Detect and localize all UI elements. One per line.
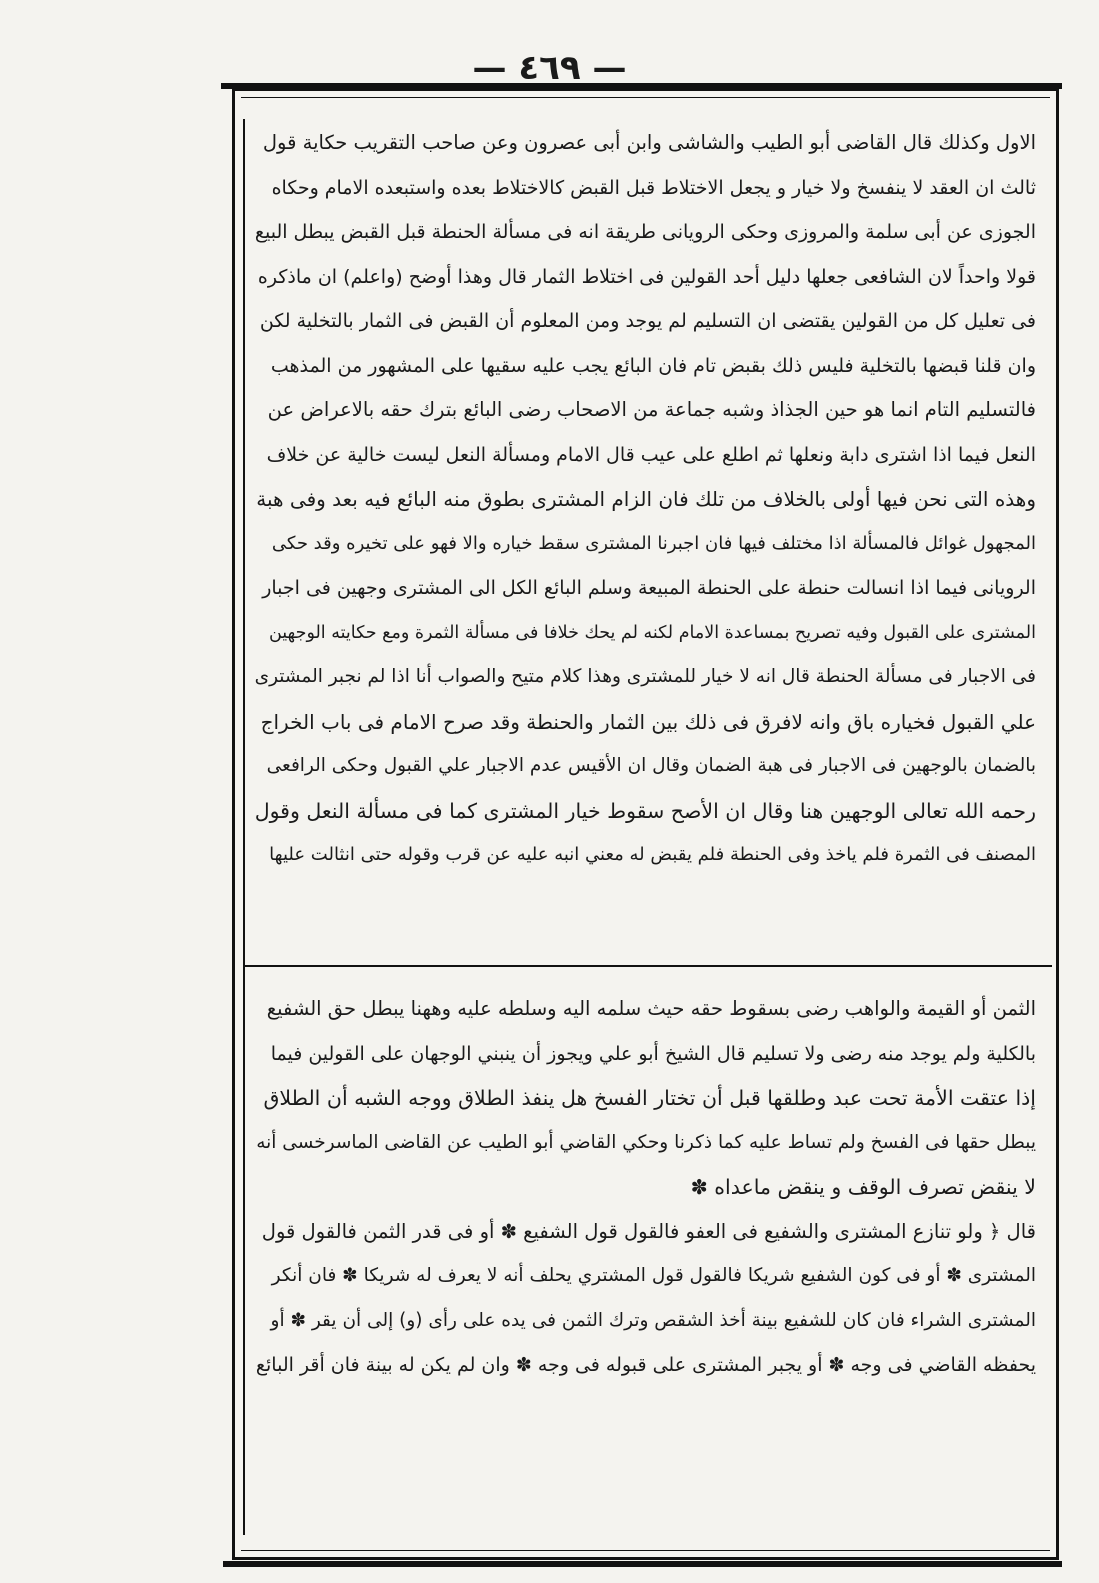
commentary-line: فالتسليم التام انما هو حين الجذاذ وشبه جماعة من الاصحاب رضى البائع بترك حقه بالاعراض عن (267, 398, 1036, 421)
text-frame (232, 88, 1059, 1560)
main-line: المشترى الشراء فان كان للشفيع بينة أخذ الشقص وترك الثمن فى يده على رأى (و) إلى أن يقر ✽ أو (270, 1309, 1036, 1331)
commentary-line: ثالث ان العقد لا ينفسخ ولا خيار و يجعل الاختلاط قبل القبض كالاختلاط بعده واستبعده الامام وحكاه (271, 176, 1036, 199)
commentary-line: قولا واحداً لان الشافعى جعلها دليل أحد القولين فى اختلاط الثمار قال وهذا أوضح (واعلم) ان ماذكره (257, 265, 1036, 288)
commentary-line: فى تعليل كل من القولين يقتضى ان التسليم لم يوجد ومن المعلوم أن القبض فى الثمار بالتخلية لكن (259, 310, 1036, 332)
main-line: يبطل حقها فى الفسخ ولم تساط عليه كما ذكرنا وحكي القاضي أبو الطيب عن القاضى الماسرخسى أنه (256, 1131, 1036, 1153)
commentary-line: الاول وكذلك قال القاضى أبو الطيب والشاشى وابن أبى عصرون وعن صاحب التقريب حكاية قول (262, 131, 1036, 154)
commentary-line: المصنف فى الثمرة فلم ياخذ وفى الحنطة فلم يقبض له معني انبه عليه عن قرب وقوله حتى انثالت عليها (269, 844, 1036, 865)
commentary-line: فى الاجبار فى مسألة الحنطة قال انه لا خيار للمشترى وهذا كلام متيح والصواب أنا اذا لم نجبر المشترى (254, 666, 1036, 687)
section-divider (245, 965, 1052, 967)
commentary-line: الجوزى عن أبى سلمة والمروزى وحكى الرويانى طريقة انه فى مسألة الحنطة قبل القبض يبطل البيع (254, 221, 1036, 243)
commentary-line: الرويانى فيما اذا انسالت حنطة على الحنطة المبيعة وسلم البائع الكل الى المشترى وجهين فى اجبار (262, 577, 1036, 599)
main-line: بالكلية ولم يوجد منه رضى ولا تسليم قال الشيخ أبو علي ويجوز أن ينبني الوجهان على القولين فيما (270, 1042, 1036, 1065)
commentary-line: وان قلنا قبضها بالتخلية فليس ذلك بقبض تام فان البائع يجب عليه سقيها على المشهور من المذهب (270, 354, 1036, 377)
main-text (253, 987, 1036, 1388)
commentary-line: بالضمان بالوجهين فى الاجبار فى هبة الضمان وقال ان الأقيس عدم الاجبار علي القبول وحكى الرافعى (266, 755, 1036, 776)
commentary-line: المجهول غوائل فالمسألة اذا مختلف فيها فان اجبرنا المشترى سقط خياره والا فهو على تخيره وقد حكى (271, 532, 1036, 554)
main-line: المشترى ✽ أو فى كون الشفيع شريكا فالقول قول المشتري يحلف أنه لا يعرف له شريكا ✽ فان أنكر (271, 1265, 1036, 1286)
commentary-line: النعل فيما اذا اشترى دابة ونعلها ثم اطلع على عيب قال الامام ومسألة النعل ليست خالية عن خلاف (266, 443, 1036, 466)
page-number: — ٤٦٩ — (472, 48, 627, 88)
commentary-line: وهذه التى نحن فيها أولى بالخلاف من تلك فان الزام المشترى بطوق منه البائع فيه بعد وفى هبة (256, 487, 1036, 511)
frame-inner-rule-bottom (241, 1550, 1050, 1551)
frame-side-rule (243, 119, 245, 1535)
main-line: إذا عتقت الأمة تحت عبد وطلقها قبل أن تختار الفسخ هل ينفذ الطلاق ووجه الشبه أن الطلاق (263, 1086, 1036, 1110)
main-line: لا ينقض تصرف الوقف و ينقض ماعداه ✽ (690, 1175, 1036, 1199)
main-line: يحفظه القاضي فى وجه ✽ أو يجبر المشترى على قبوله فى وجه ✽ وان لم يكن له بينة فان أقر البائع (255, 1354, 1036, 1376)
main-line: قال ﴿ ولو تنازع المشترى والشفيع فى العفو فالقول قول الشفيع ✽ أو فى قدر الثمن فالقول قول (261, 1219, 1036, 1243)
main-line: الثمن أو القيمة والواهب رضى بسقوط حقه حيث سلمه اليه وسلطه عليه وههنا يبطل حق الشفيع (266, 997, 1036, 1020)
commentary-text (253, 121, 1036, 878)
commentary-line: رحمه الله تعالى الوجهين هنا وقال ان الأصح سقوط خيار المشترى كما فى مسألة النعل وقول (254, 798, 1036, 823)
commentary-line: المشترى على القبول وفيه تصريح بمساعدة الامام لكنه لم يحك خلافا فى مسألة الثمرة ومع حكايته الوجهين (268, 622, 1036, 643)
frame-inner-rule-top (241, 97, 1050, 98)
commentary-line: علي القبول فخياره باق وانه لافرق فى ذلك بين الثمار والحنطة وقد صرح الامام فى باب الخراج (260, 709, 1036, 734)
